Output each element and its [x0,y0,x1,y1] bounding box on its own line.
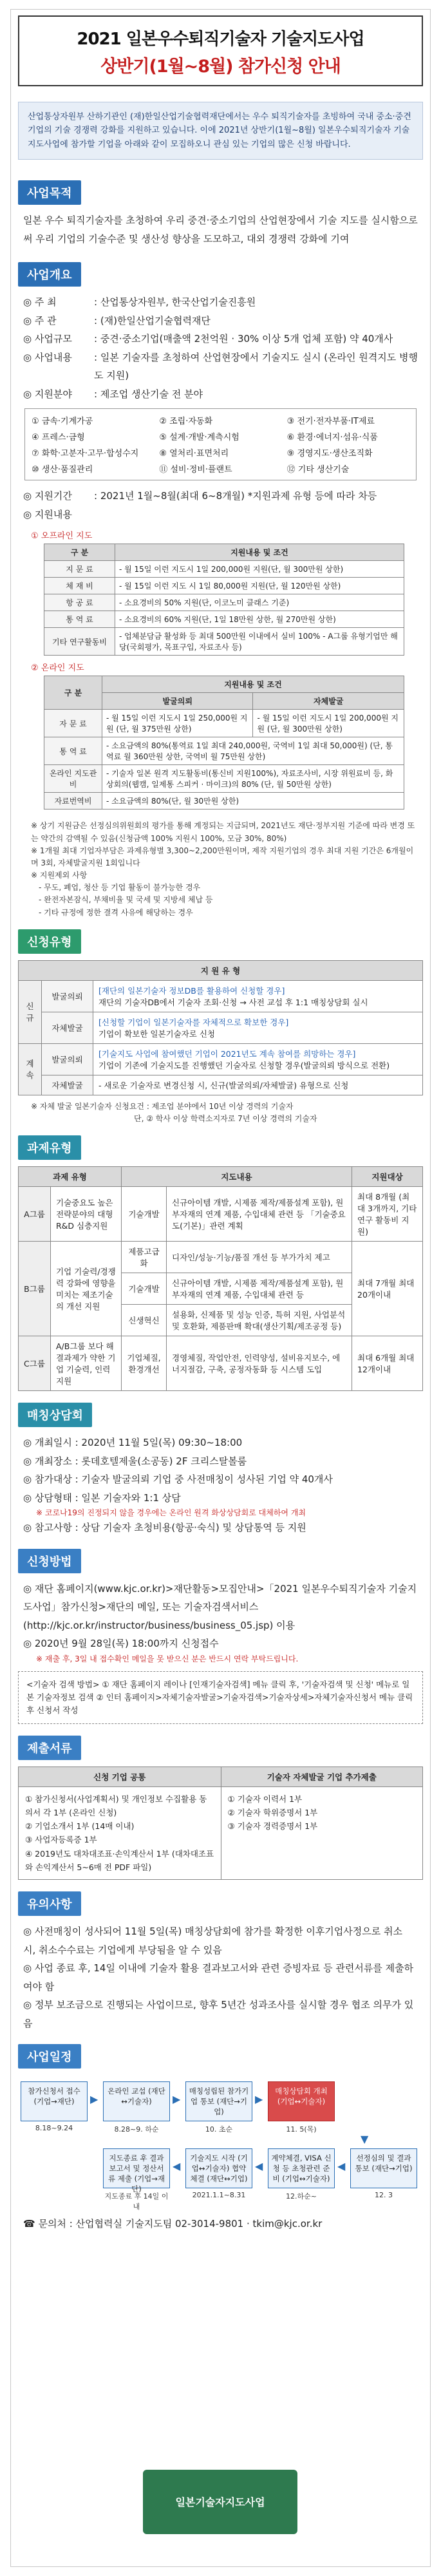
host-key: ◎ 주 최 [23,296,57,308]
table-row [44,578,404,594]
contact-line: ☎ 문의처 : 산업협력실 기술지도팀 02-3014-9801 · tkim@kjc.or.kr [23,2218,323,2230]
note-line: - 완전자본잠식, 부채비율 및 국세 및 지방세 체납 등 [39,895,213,905]
overview-list [18,293,423,403]
table-row [44,628,404,656]
schedule-step: 계약체결, VISA 신청 등 초청관련 준비 (기업↔기술자) [268,2148,335,2188]
table-cell: - 월 15일 이런 지도 시 1일 80,000원 지원(단, 월 120만원 상한) [115,578,404,594]
apply-table [18,960,423,1095]
table-header: 지원대상 [352,1167,423,1187]
table-row [44,594,404,611]
table-header: 지도내용 [122,1167,352,1187]
table-cell: 기타 연구활동비 [44,628,115,656]
schedule-flow [18,2081,423,2210]
howto-list [18,1580,423,1653]
table-cell: 기술중요도 높은 전략분야의 대형 R&D 심층지원 [51,1187,122,1242]
cont-label: 계속 [19,1043,42,1095]
new-label: 신규 [19,980,42,1043]
field-item: ⑩ 생산·품질관리 [32,465,93,475]
online-subheading: ② 온라인 지도 [31,663,84,674]
table-cell: - 소요금액의 80%(단, 월 30만원 상한) [102,793,404,810]
howto-item: ◎ 2020년 9월 28일(목) 18:00까지 신청접수 [23,1638,219,1650]
consult-item: ◎ 상담형태 : 일본 기술자와 1:1 상담 [23,1492,181,1504]
table-cell: 기업체질, 환경개선 [122,1336,167,1391]
field-key: ◎ 지원분야 [23,388,72,400]
consult-item: ◎ 참가대상 : 기술자 발굴의뢰 기업 중 사전매칭이 성사된 기업 약 40개사 [23,1473,333,1486]
doc-item: ④ 2019년도 대차대조표·손익계산서 1부 (대차대조표와 손익계산서 5~6매 전 PDF 파일) [25,1848,214,1872]
table-cell: 지 문 료 [44,561,115,578]
apply-notes [18,1095,423,1130]
section-apply-title: 신청유형 [18,929,81,954]
table-header: 과제 유형 [19,1167,122,1187]
table-cell: B그룹 [19,1242,51,1336]
schedule-step: 기술지도 시작 (기업↔기술자) 협약체결 (재단↔기업) [185,2148,252,2188]
caution-item: ◎ 사업 종료 후, 14일 이내에 기술자 활용 결과보고서와 관련 증빙자료 등 관련서류를 제출하여야 함 [23,1962,414,1993]
section-caution-title: 유의사항 [18,1891,81,1916]
table-cell: 경영체질, 작업안전, 인력양성, 설비유지보수, 에너지절감, 구축, 공정자동화 등 시스템 도입 [167,1336,352,1391]
table-cell: 최대 6개월 최대 12개이내 [352,1336,423,1391]
arrow-left-icon: ◀ [173,2160,181,2173]
consult-note: ※ 코로나19의 진정되지 않을 경우에는 온라인 원격 화상상담회로 대체하여 개최 [36,1508,306,1518]
type-cell: 발굴의뢰 [42,980,93,1012]
period-block [18,487,423,524]
table-row [44,765,404,793]
desc-cell: - 새로운 기술자로 변경신청 시, 신규(발굴의뢰/자체발굴) 유형으로 신청 [93,1075,423,1095]
table-cell: - 기술자 일본 원격 지도활동비(통신비 지원100%), 자료조사비, 시장 위원료비 등, 화상회의(웹캠, 일제통 스피커 · 마이크)의 80% (단, 월 50만원 상한) [102,765,404,793]
desc-line: [신청할 기업이 일본기술자를 자체적으로 확보한 경우] [99,1017,289,1027]
field-item: ③ 전기·전자부품·IT제료 [286,417,375,427]
table-header: 지 원 유 형 [19,960,423,980]
table-header: 지원내용 및 조건 [102,676,404,693]
schedule-step: 선정심의 및 결과통보 (재단→기업) [350,2148,417,2188]
desc-line: 기업이 기존에 기술지도를 진행했던 기술자로 신청할 경우(발굴의뢰 방식으로 전환) [99,1060,390,1070]
table-cell: - 소요경비의 60% 지원(단, 1일 18만원 상한, 월 270만원 상한) [115,611,404,628]
content-key: ◎ 사업내용 [23,351,72,363]
section-schedule-title: 사업일정 [18,2044,81,2069]
section-consult-title: 매칭상담회 [18,1403,92,1427]
schedule-date: 8.18~9.24 [35,2124,73,2133]
offline-subheading: ① 오프라인 지도 [31,531,93,542]
field-item: ④ 프레스·금형 [32,433,85,443]
task-table [18,1166,423,1391]
note-line: - 무도, 폐업, 청산 등 기업 활동이 불가능한 경우 [39,883,201,893]
schedule-step: 지도종료 후 결과보고서 및 정산서류 제출 (기업→재단) [103,2148,170,2188]
period-key: ◎ 지원기간 [23,490,72,502]
table-cell: 기술개발 [122,1187,167,1242]
desc-cell [93,980,423,1012]
desc-line: 기업이 확보한 일본기술자로 신청 [99,1028,215,1039]
scale-key: ◎ 사업규모 [23,333,72,345]
table-row [44,710,404,737]
desc-line: 재단의 기술자DB에서 기술자 조회·신청 → 사전 교섭 후 1:1 매칭상담회 실시 [99,997,368,1007]
field-item: ② 조립·자동화 [159,417,213,427]
section-howto-title: 신청방법 [18,1549,81,1573]
arrow-left-icon: ◀ [255,2160,263,2173]
title-box [18,15,423,86]
type-cell: 자체발굴 [42,1012,93,1043]
table-cell: 자 문 료 [44,710,102,737]
doc-item: ① 참가신청서(사업계획서) 및 개인정보 수집활용 동의서 각 1부 (온라인 신청) [25,1794,207,1817]
consult-ref: ◎ 참고사항 : 상담 기술자 초청비용(항공·숙식) 및 상담통역 등 지원 [23,1522,306,1534]
table-cell: 통 역 료 [44,611,115,628]
table-row [44,793,404,810]
desc-line: [기술지도 사업에 참여했던 기업이 2021년도 계속 참여를 희망하는 경우] [99,1048,356,1059]
docs-table [18,1766,423,1880]
schedule-step: 매칭성립된 참가기업 통보 (재단→기업) [185,2081,252,2121]
table-cell: - 월 15일 이런 지도시 1일 250,000원 지원 (단, 월 375만원 상한) [102,710,253,737]
arrow-right-icon: ▶ [90,2093,99,2106]
field-item: ⑪ 설비·정비·플랜트 [159,465,232,475]
table-header: 구 분 [44,676,102,710]
table-cell: 신생혁신 [122,1305,167,1336]
schedule-step-highlight: 매칭상담회 개최 (기업↔기술자) [268,2081,335,2121]
table-cell: 기업 기술력/경쟁력 강화에 영향을 미치는 제조기술의 개선 지원 [51,1242,122,1336]
table-row [19,980,423,1012]
doc-item: ③ 기술자 경력증명서 1부 [227,1821,318,1832]
fields-grid [24,408,417,480]
table-cell: 최대 7개월 최대 20개이내 [352,1242,423,1336]
arrow-right-icon: ▶ [255,2093,263,2106]
table-row [44,611,404,628]
table-cell: 통 역 료 [44,737,102,765]
table-cell: - 소요경비의 50% 지원(단, 이코노미 클래스 기준) [115,594,404,611]
type-cell: 발굴의뢰 [42,1043,93,1075]
schedule-date: 8.28~9. 하순 [114,2125,159,2134]
docs-common-list [19,1787,221,1880]
content [18,15,423,2237]
table-cell: - 월 15일 이런 지도시 1일 200,000원 지원(단, 월 300만원 상한) [115,561,404,578]
schedule-date: 2021.1.1~8.31 [192,2191,246,2200]
title-line-1: 2021 일본우수퇴직기술자 기술지도사업 [77,30,364,49]
desc-cell [93,1043,423,1075]
table-cell: A/B그룹 보다 해결과제가 약한 기업 기술력, 인력 지원 [51,1336,122,1391]
intro-box: 산업통상자원부 산하기관인 (재)한일산업기술협력재단에서는 우수 퇴직기술자를 초빙하여 국내 중소·중견기업의 기술 경쟁력 강화를 지원하고 있습니다. 이에 2021년 상반기(1월~8월) 일본우수퇴직기술자 기술지도사업에 참가할 기업을 아래와 같이 모집하오니 관심 있는 기업의 많은 신청 바랍니다. [18,102,423,160]
content-value: : 일본 기술자를 초청하여 산업현장에서 기술지도 실시 (온라인 원격지도 병행도 지원) [94,351,418,382]
table-cell: 디자인/성능·기능/품질 개선 등 부가가치 제고 [167,1242,352,1273]
consult-item: ◎ 개최일시 : 2020년 11월 5일(목) 09:30~18:00 [23,1437,243,1449]
docs-extra-list [221,1787,423,1880]
caution-item: ◎ 사전매칭이 성사되어 11월 5일(목) 매칭상담회에 참가를 확정한 이후기업사정으로 취소 시, 취소수수료는 기업에게 부당됨을 알 수 있음 [23,1926,402,1956]
org-key: ◎ 주 관 [23,314,57,327]
field-item: ⑦ 화학·고분자·고무·합성수지 [32,449,139,459]
arrow-left-icon: ◀ [337,2160,346,2173]
host-value: : 산업통상자원부, 한국산업기술진흥원 [94,296,256,308]
field-item: ⑧ 열처리·표면처리 [159,449,229,459]
doc-item: ② 기업소개서 1부 (14매 이내) [25,1821,135,1832]
field-item: ⑫ 기타 생산기술 [286,465,350,475]
table-row [44,561,404,578]
search-method-box: <기술자 검색 방법> ① 재단 홈페이지 레이나 [인재기술자검색] 메뉴 클릭 후, '기술자검색 및 신청' 메뉴로 일본 기술자정보 검색 ② 인터 홈페이지>자체기술자발굴>기술자검색>기술자상세>자체기술자신청서 메뉴 클릭 후 신청서 작성 [18,1671,423,1724]
arrow-down-icon: ▼ [361,2133,369,2146]
caution-item: ◎ 정부 보조금으로 진행되는 사업이므로, 향후 5년간 성과조사를 실시할 경우 협조 의무가 있음 [23,1999,414,2029]
schedule-date: 10. 초순 [205,2125,233,2134]
note-line: ※ 자체 발굴 일본기술자 신청요건 : 제조업 분야에서 10년 이상 경력의 기술자 [31,1101,294,1111]
purpose-text: 일본 우수 퇴직기술자를 초청하여 우리 중견·중소기업의 산업현장에서 기술 지도를 실시함으로써 우리 기업의 기술수준 및 생산성 향상을 도모하고, 대외 경쟁력 강화에 기여 [23,214,418,245]
org-value: : (재)한일산업기술협력재단 [94,314,211,327]
section-tasks-title: 과제유형 [18,1135,81,1160]
consult-item: ◎ 개최장소 : 롯데호텔제울(소공동) 2F 크리스탈볼룸 [23,1455,247,1467]
table-cell: - 월 15일 이런 지도시 1일 200,000원 지원 (단, 월 300만원 상한) [253,710,404,737]
period-value: : 2021년 1월~8월(최대 6~8개월) *지원과제 유형 등에 따라 차등 [94,490,377,502]
doc-item: ① 기술자 이력서 1부 [227,1794,303,1804]
offline-table [44,544,404,656]
table-cell: - 소요금액의 80%(통역료 1일 최대 240,000원, 국역비 1일 최대 50,000원) (단, 통역료 월 360만원 상한, 국역비 월 75만원 상한) [102,737,404,765]
table-cell: 온라인 지도관비 [44,765,102,793]
howto-note: ※ 재출 후, 3일 내 접수확인 메일을 못 받으신 분은 반드시 연락 부탁드립니다. [36,1654,299,1663]
note-line: ※ 1개월 최대 기업자부담은 과제유형별 3,300~2,200만원이며, 제작 지원기업의 경우 최대 지원 기간은 6개월이며 3회, 자체발굴지원 1회입니다 [31,846,414,867]
note-line: 단, ② 학사 이상 학력소지자로 7년 이상 경력의 기술자 [134,1114,317,1123]
table-subheader: 발굴의뢰 [102,693,253,710]
table-cell: 기술개발 [122,1273,167,1305]
overview-notes [18,815,423,924]
section-purpose-title: 사업목적 [18,180,81,205]
table-cell: C그룹 [19,1336,51,1391]
note-line: - 기타 규정에 정한 결격 사유에 해당하는 경우 [39,907,193,917]
schedule-date: 12. 3 [375,2191,393,2200]
field-item: ⑤ 설계·개발·계측시험 [159,433,239,443]
section-overview-title: 사업개요 [18,262,81,287]
support-key: ◎ 지원내용 [23,508,72,520]
schedule-date: 지도종료 후 14일 이내 [104,2192,169,2211]
docs-header-extra: 기술자 자체발굴 기업 추가제출 [221,1767,423,1787]
title-line-2: 상반기(1월~8월) 참가신청 안내 [100,57,341,77]
schedule-date: 12.하순~ [286,2192,317,2201]
doc-item: ② 기술자 학위증명서 1부 [227,1807,318,1817]
table-header: 구 분 [44,544,115,561]
table-row [44,737,404,765]
table-row [19,1075,423,1095]
table-cell: 항 공 료 [44,594,115,611]
table-cell: 체 재 비 [44,578,115,594]
table-row [19,1187,423,1242]
consult-list [18,1434,423,1507]
docs-header-common: 신청 기업 공통 [19,1767,221,1787]
table-row [19,1012,423,1043]
doc-item: ③ 사업자등록증 1부 [25,1835,97,1845]
table-subheader: 자체발굴 [253,693,404,710]
howto-item: ◎ 재단 홈페이지(www.kjc.or.kr)>재단활동>모집안내>「2021 일본우수퇴직기술자 기술지도사업」참가신청>재단의 메일, 또는 기술자검색서비스(http://kjc.or.kr/instructor/business/business_05.jsp) 이용 [23,1582,417,1631]
field-item: ⑥ 환경·에너지·섬유·식품 [286,433,378,443]
schedule-step: 참가신청서 접수 (기업→재단) [21,2081,88,2121]
caution-list [18,1922,423,2032]
table-cell: 신규아이템 개발, 시제품 제작/제품설계 포함), 원부자재의 연계 제품, 수입대체 관련 등 「기술중요도(기본)」관련 계획 [167,1187,352,1242]
desc-cell [93,1012,423,1043]
type-cell: 자체발굴 [42,1075,93,1095]
online-table [44,676,404,810]
table-cell: A그룹 [19,1187,51,1242]
schedule-step: 온라인 교섭 (재단↔기술자) [103,2081,170,2121]
table-cell: - 업체분담금 활성화 등 최대 500만원 이내에서 실비 100% - A그룹 유형기업만 해당(국회평가, 목표구입, 자료조사 등) [115,628,404,656]
note-line: ※ 상기 지원금은 선정심의위원회의 평가를 통해 계정되는 지급되며, 2021년도 재단·정부지원 기준에 따라 변경 또는 약간의 감액될 수 있음(신청금액 100% 지원시 100%, 모금 30%, 80%) [31,821,415,843]
note-line: ※ 지원제외 사항 [31,871,88,880]
table-cell: 자료번역비 [44,793,102,810]
table-row [19,1242,423,1273]
table-row [19,1336,423,1391]
program-logo: 일본기술자지도사업 [143,2470,297,2534]
table-cell: 제품고급화 [122,1242,167,1273]
field-value: : 제조업 생산기술 전 분야 [94,388,203,400]
field-item: ⑨ 경영지도·생산조직화 [286,449,373,459]
arrow-right-icon: ▶ [173,2093,181,2106]
table-cell: 설용화, 신제품 및 성능 인증, 특허 지원, 사업분석 및 호환화, 제품판매 확대(생산기획/제조공정 등) [167,1305,352,1336]
table-cell: 최대 8개월 (최대 3개까지, 기타 연구 활동비 지원) [352,1187,423,1242]
desc-line: [재단의 일본기술자 정보DB를 활용하여 신청할 경우] [99,985,285,996]
table-cell: 신규아이템 개발, 시제품 제작/제품설계 포함), 원부자재의 연계 제품, 수입대체 관련 등 [167,1273,352,1305]
table-row [19,1043,423,1075]
schedule-date: 11. 5(목) [286,2125,317,2134]
table-header: 지원내용 및 조건 [115,544,404,561]
scale-value: : 중견·중소기업(매출액 2천억원 · 30% 이상 5개 업체 포함) 약 40개사 [94,333,393,345]
field-item: ① 금속·기계가공 [32,417,93,427]
section-docs-title: 제출서류 [18,1736,81,1760]
